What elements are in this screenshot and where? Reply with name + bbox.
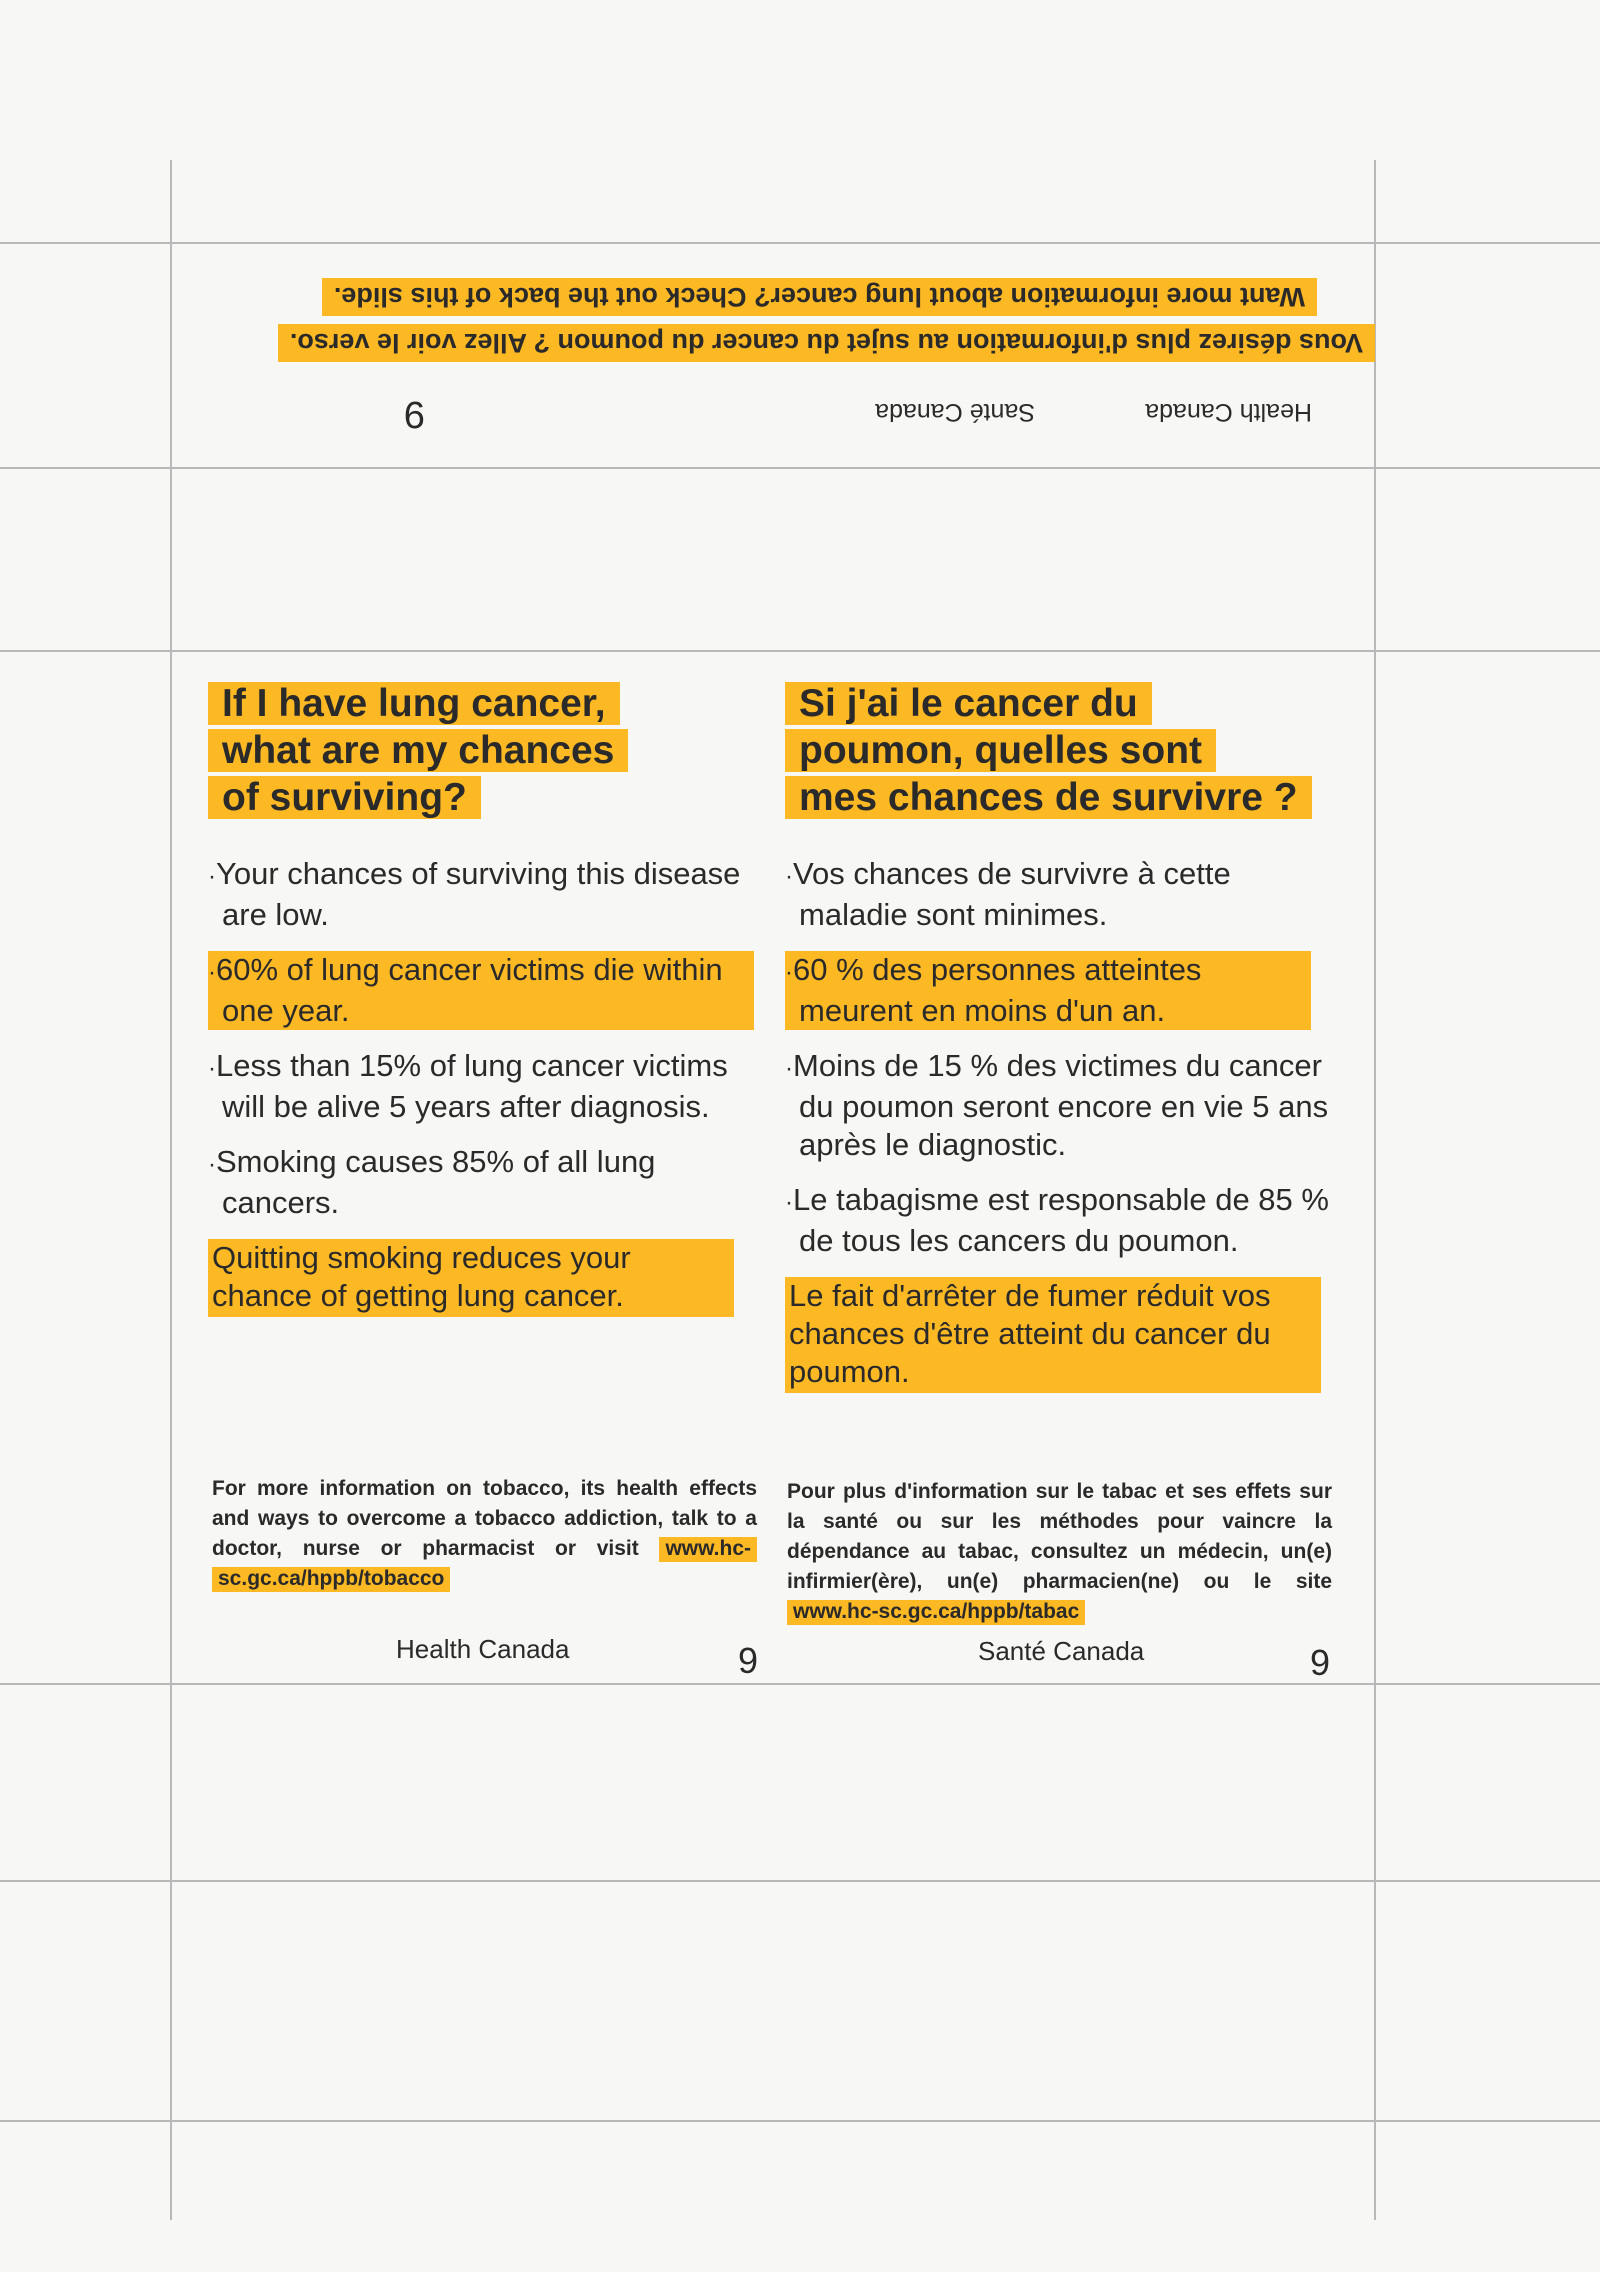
- title-line: poumon, quelles sont: [785, 729, 1216, 772]
- french-title: [785, 680, 1350, 821]
- french-bullets: [785, 855, 1350, 1260]
- url-link[interactable]: www.hc-sc.gc.ca/hppb/tabac: [787, 1600, 1085, 1625]
- url-link[interactable]: www.hc-sc.gc.ca/hppb/tobacco: [212, 1537, 757, 1592]
- more-info-english: For more information on tobacco, its health effects and ways to overcome a tobacco addiction, talk to a doctor, nurse or pharmacist or visit www.hc-sc.gc.ca/hppb/tobacco: [212, 1477, 757, 1590]
- bullet-item-highlighted: ·60 % des personnes atteintes meurent en moins d'un an.: [785, 951, 1311, 1030]
- guide-line: [0, 2120, 1600, 2122]
- title-line: of surviving?: [208, 776, 481, 819]
- bullet-item: ·Le tabagisme est responsable de 85 % de tous les cancers du poumon.: [785, 1182, 1329, 1258]
- cta-french: Vous désirez plus d'information au sujet du cancer du poumon ? Allez voir le verso.: [278, 324, 1375, 362]
- title-line: mes chances de survivre ?: [785, 776, 1312, 819]
- upside-down-panel: [170, 250, 1390, 440]
- guide-line: [170, 160, 172, 2220]
- french-column: [785, 680, 1350, 1393]
- title-line: Si j'ai le cancer du: [785, 682, 1152, 725]
- guide-line: [0, 1880, 1600, 1882]
- title-line: If I have lung cancer,: [208, 682, 620, 725]
- bullet-item: ·Your chances of surviving this disease are low.: [208, 856, 741, 932]
- guide-line: [0, 1683, 1600, 1685]
- quit-message: Le fait d'arrêter de fumer réduit vos chances d'être atteint du cancer du poumon.: [785, 1277, 1321, 1393]
- english-column: [208, 680, 768, 1317]
- page-number: 9: [738, 1640, 759, 1681]
- guide-line: [0, 467, 1600, 469]
- title-line: what are my chances: [208, 729, 628, 772]
- bullet-item: ·Vos chances de survivre à cette maladie sont minimes.: [785, 856, 1231, 932]
- more-info-french: Pour plus d'information sur le tabac et ses effets sur la santé ou sur les méthodes pour vaincre la dépendance au tabac, consultez un médecin, un(e) infirmier(ère), un(e) pharmacien(ne) ou le site www.hc-sc.gc.ca/hppb/tabac: [787, 1480, 1332, 1623]
- page-number: 9: [1310, 1642, 1331, 1683]
- org-english: Health Canada: [1145, 398, 1312, 426]
- page-number: 9: [403, 393, 425, 435]
- org-french: Santé Canada: [875, 398, 1035, 426]
- org-label: Santé Canada: [978, 1636, 1145, 1666]
- guide-line: [0, 242, 1600, 244]
- bullet-item: ·Less than 15% of lung cancer victims will be alive 5 years after diagnosis.: [208, 1048, 728, 1124]
- guide-line: [0, 650, 1600, 652]
- org-label: Health Canada: [396, 1634, 570, 1664]
- english-bullets: [208, 855, 768, 1222]
- guide-line: [1374, 160, 1376, 2220]
- english-title: [208, 680, 768, 821]
- bullet-item-highlighted: ·60% of lung cancer victims die within one year.: [208, 951, 754, 1030]
- bullet-item: ·Smoking causes 85% of all lung cancers.: [208, 1144, 656, 1220]
- quit-message: Quitting smoking reduces your chance of getting lung cancer.: [208, 1239, 734, 1317]
- cta-english: Want more information about lung cancer? Check out the back of this slide.: [322, 278, 1317, 316]
- bullet-item: ·Moins de 15 % des victimes du cancer du poumon seront encore en vie 5 ans après le diagnostic.: [785, 1048, 1329, 1162]
